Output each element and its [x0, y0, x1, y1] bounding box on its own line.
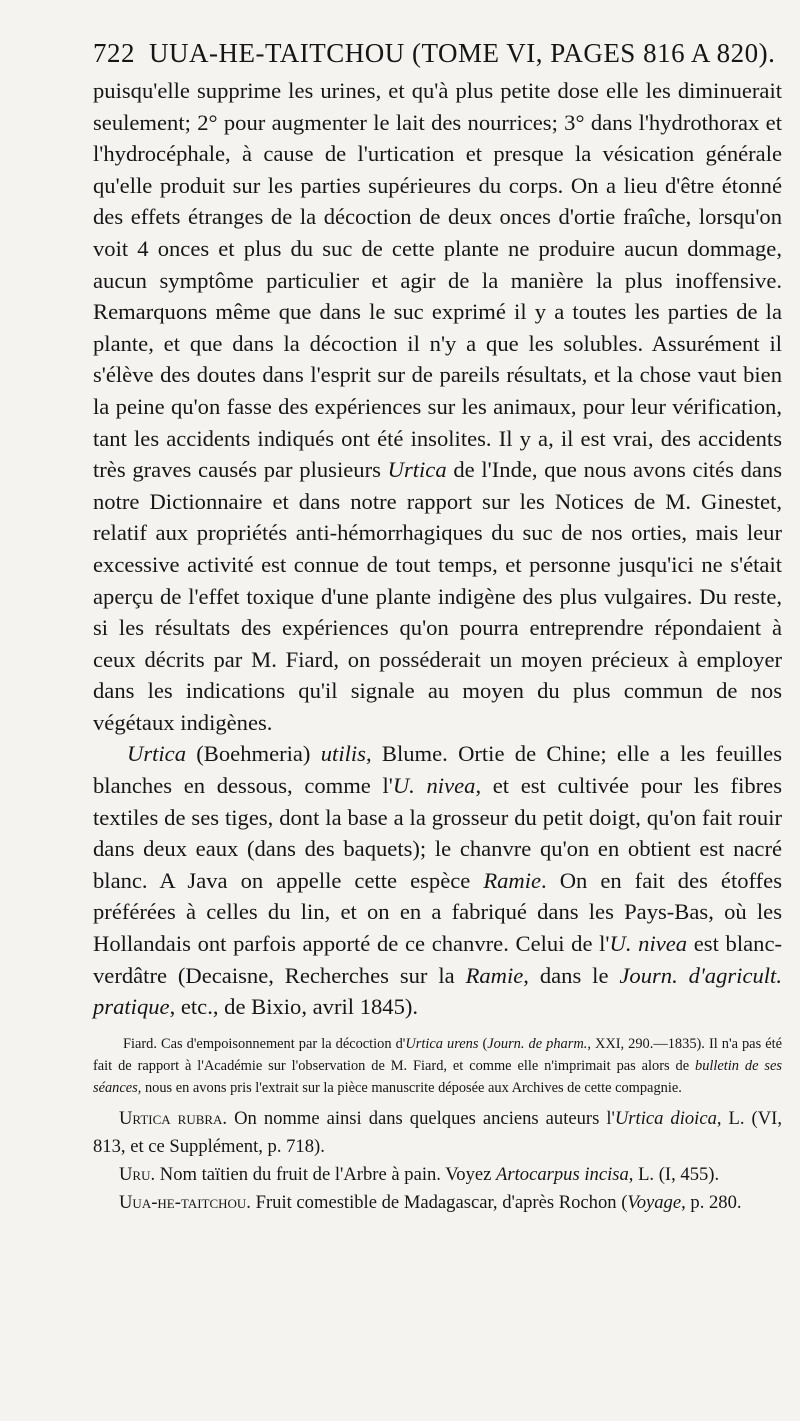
text-run: , Blume. Ortie de Chine; elle a les feuilles blanches en dessous, comme l' — [93, 741, 783, 799]
text-run: , etc., de Bixio, avril 1845). — [169, 994, 419, 1020]
paragraph-fiard-discussion — [93, 75, 782, 738]
text-run: , dans le — [523, 962, 620, 988]
footnote-fiard — [93, 1033, 782, 1099]
main-text — [93, 75, 782, 1023]
footnote — [93, 1033, 782, 1099]
text-run: Fruit comestible de Madagascar, d'après Rochon ( — [250, 1191, 628, 1213]
text-run: , XXI, 290.—1835). Il n'a pas été fait de rapport à l'Académie sur l'observation de M. Fiard, et comme elle n'imprimait pas alors de — [93, 1035, 782, 1074]
italic-term: Ramie — [465, 962, 524, 988]
italic-term: Ramie — [483, 867, 542, 893]
dictionary-entries — [93, 1105, 782, 1217]
italic-term: Journ. de pharm. — [487, 1035, 588, 1052]
italic-term: Urtica urens — [405, 1035, 479, 1052]
entry-headword: Uru. — [119, 1163, 156, 1185]
italic-term: Urtica dioica — [614, 1107, 717, 1129]
italic-term: bulletin de ses séances — [93, 1057, 782, 1096]
text-run: , nous en avons pris l'extrait sur la pièce manuscrite déposée aux Archives de cette compagnie. — [137, 1079, 682, 1096]
italic-term: Urtica — [127, 741, 186, 767]
text-run: Nom taïtien du fruit de l'Arbre à pain. Voyez — [155, 1163, 497, 1185]
text-run: (Boehmeria) — [186, 741, 321, 767]
entry-headword: Urtica rubra. — [119, 1107, 228, 1129]
text-run: , p. 280. — [681, 1191, 742, 1213]
running-title: UUA-HE-TAITCHOU (TOME VI, PAGES 816 A 820). — [149, 38, 776, 68]
text-run: Fiard. Cas d'empoisonnement par la décoction d' — [123, 1035, 406, 1052]
text-run: . On en fait des étoffes préférées à celles du lin, et on en a fabriqué dans les Pays-Bas, où les Hollandais ont parfois apporté de ce chanvre. Celui de l' — [93, 867, 782, 957]
entry-uru — [93, 1161, 782, 1189]
text-run: puisqu'elle supprime les urines, et qu'à plus petite dose elle les diminuerait seulement; 2° pour augmenter le lait des nourrices; 3° dans l'hydrothorax et l'hydrocéphale, à cause de l'urtication et presque la vésication générale qu'elle produit sur les parties supérieures du corps. On a lieu d'être étonné des effets étranges de la décoction de deux onces d'ortie fraîche, lorsqu'on voit 4 onces et plus du suc de cette plante ne produire aucun dommage, aucun symptôme particulier et agir de la manière la plus inoffensive. Remarquons même que dans le suc exprimé il y a toutes les parties de la plante, et que dans la décoction il n'y a que les solubles. Assurément il s'élève des doutes dans l'esprit sur de pareils résultats, et la chose vaut bien la peine qu'on fasse des expériences sur les animaux, pour leur vérification, tant les accidents indiqués ont été insolites. Il y a, il est vrai, des accidents très graves causés par plusieurs — [93, 78, 782, 483]
italic-term: U. nivea — [392, 773, 476, 799]
paragraph-urtica-utilis — [93, 738, 782, 1022]
entry-urtica-rubra — [93, 1105, 782, 1161]
text-run: ( — [478, 1035, 488, 1052]
text-run: , L. (VI, 813, et ce Supplément, p. 718). — [93, 1107, 783, 1157]
text-run: , et est cultivée pour les fibres textiles de ses tiges, dont la base a la grosseur du petit doigt, qu'on fait rouir dans deux eaux (dans des baquets); le chanvre qu'on en obtient est nacré blanc. A Java on appelle cette espèce — [93, 773, 782, 893]
italic-term: Voyage — [627, 1191, 682, 1213]
text-run: est blanc-verdâtre (Decaisne, Recherches sur la — [93, 931, 782, 988]
text-run: de l'Inde, que nous avons cités dans notre Dictionnaire et dans notre rapport sur les Notices de M. Ginestet, relatif aux propriétés anti-hémorrhagiques du suc de nos orties, mais leur excessive activité est connue de tout temps, et personne jusqu'ici ne s'était aperçu de l'effet toxique d'une plante indigène des plus vulgaires. Du reste, si les résultats des expériences qu'on pourra entreprendre répondaient à ceux décrits par M. Fiard, on posséderait un moyen précieux à employer dans les indications qu'il signale au moyen du plus commun de nos végétaux indigènes. — [93, 457, 783, 735]
text-run: On nomme ainsi dans quelques anciens auteurs l' — [227, 1107, 615, 1129]
text-run: , L. (I, 455). — [628, 1163, 720, 1185]
italic-term: Artocarpus incisa — [496, 1163, 629, 1185]
entry-uua-he-taitchou — [93, 1189, 782, 1217]
italic-term: U. nivea — [609, 931, 688, 957]
italic-term: utilis — [320, 741, 366, 767]
running-header — [93, 38, 782, 69]
page-number: 722 — [93, 38, 135, 68]
italic-term: Journ. d'agricult. pratique — [93, 962, 782, 1020]
italic-term: Urtica — [387, 457, 447, 483]
entry-headword: Uua-he-taitchou. — [119, 1191, 251, 1213]
